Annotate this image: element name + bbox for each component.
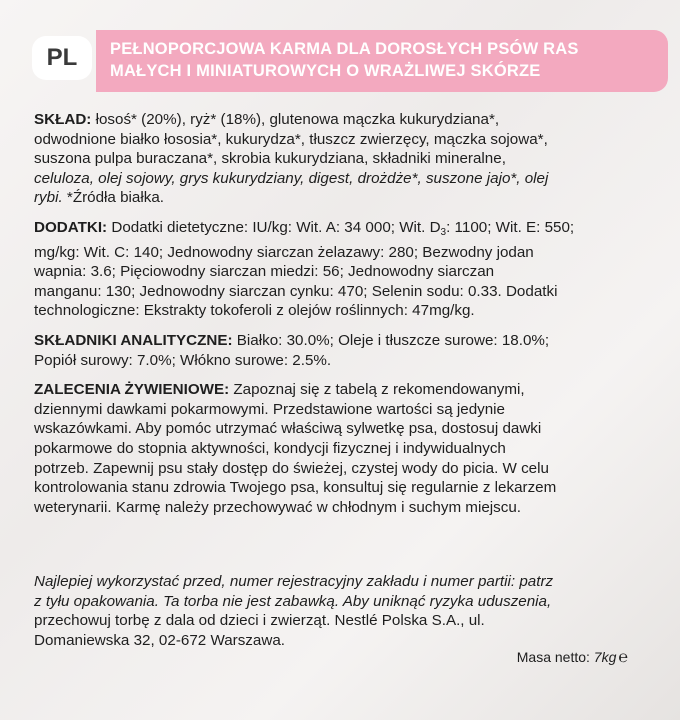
- footer-line: Najlepiej wykorzystać przed, numer rejestracyjny zakładu i numer partii: patrz: [34, 573, 554, 590]
- feeding-line: weterynarii. Karmę należy przechowywać w chłodnym i suchym miejscu.: [34, 498, 522, 516]
- ingredients-line: celuloza, olej sojowy, grys kukurydziany, digest, drożdże*, suszone jajo*, olej: [34, 169, 549, 187]
- analytical-line: Popiół surowy: 7.0%; Włókno surowe: 2.5%.: [34, 351, 332, 369]
- title-line-1: PEŁNOPORCJOWA KARMA DLA DOROSŁYCH PSÓW RAS: [110, 40, 579, 58]
- feeding-line: wskazówkami. Aby pomóc utrzymać właściwą sylwetkę psa, dostosuj dawki: [34, 420, 542, 438]
- additives-line: : 1100; Wit. E: 550;: [446, 218, 575, 236]
- ingredients-line: rybi.: [34, 189, 63, 207]
- additives-section: [34, 218, 654, 321]
- ingredients-line: suszona pulpa buraczana*, skrobia kukurydziana, składniki mineralne,: [34, 150, 506, 168]
- net-weight-value: 7kg: [589, 649, 617, 665]
- ingredients-heading: SKŁAD:: [34, 111, 92, 128]
- analytical-line: Białko: 30.0%; Oleje i tłuszcze surowe: 18.0%;: [232, 331, 550, 349]
- feeding-line: potrzeb. Zapewnij psu stały dostęp do świeżej, czystej wody do picia. W celu: [34, 459, 549, 477]
- additives-line: manganu: 130; Jednowodny siarczan cynku: 470; Selenin sodu: 0.33. Dodatki: [34, 282, 558, 300]
- ingredients-line: odwodnione białko łososia*, kukurydza*, tłuszcz zwierzęcy, mączka sojowa*,: [34, 130, 548, 148]
- feeding-section: [34, 380, 654, 517]
- additives-line: wapnia: 3.6; Pięciowodny siarczan miedzi: 56; Jednowodny siarczan: [34, 263, 495, 281]
- additives-line: mg/kg: Wit. C: 140; Jednowodny siarczan żelazawy: 280; Bezwodny jodan: [34, 243, 534, 261]
- footer-line: z tyłu opakowania. Ta torba nie jest zabawką. Aby uniknąć ryzyka uduszenia,: [34, 592, 552, 610]
- feeding-line: dziennymi dawkami pokarmowymi. Przedstawione wartości są jedynie: [34, 400, 505, 418]
- additives-heading: DODATKI:: [34, 218, 108, 236]
- language-badge: PL: [32, 36, 92, 80]
- net-weight-label: Masa netto:: [516, 649, 590, 665]
- additives-line: technologiczne: Ekstrakty tokoferoli z olejów roślinnych: 47mg/kg.: [34, 302, 475, 320]
- feeding-line: pokarmowe do stopnia aktywności, kondycji fizycznej i indywidualnych: [34, 439, 506, 457]
- feeding-line: kontrolowania stanu zdrowia Twojego psa, konsultuj się regularnie z lekarzem: [34, 479, 557, 497]
- ingredients-section: [34, 110, 654, 208]
- net-weight: [517, 649, 628, 667]
- feeding-line: Zapoznaj się z tabelą z rekomendowanymi,: [229, 381, 525, 399]
- protein-source-note: *Źródła białka.: [62, 189, 165, 207]
- label-text-body: [34, 110, 654, 527]
- footer-line: Domaniewska 32, 02-672 Warszawa.: [34, 631, 285, 649]
- ingredients-line: łosoś* (20%), ryż* (18%), glutenowa mączka kukurydziana*,: [91, 111, 500, 128]
- title-line-2: MAŁYCH I MINIATUROWYCH O WRAŻLIWEJ SKÓRZE: [110, 62, 541, 80]
- additives-line: Dodatki dietetyczne: IU/kg: Wit. A: 34 000; Wit. D: [107, 218, 441, 236]
- footer-line: przechowuj torbę z dala od dzieci i zwierząt. Nestlé Polska S.A., ul.: [34, 612, 485, 630]
- analytical-section: [34, 331, 654, 370]
- product-title-banner: [96, 30, 668, 92]
- estimated-sign-icon: ℮: [618, 649, 628, 666]
- analytical-heading: SKŁADNIKI ANALITYCZNE:: [34, 331, 233, 349]
- feeding-heading: ZALECENIA ŻYWIENIOWE:: [34, 381, 230, 399]
- vitamin-d-subscript: 3: [440, 226, 447, 238]
- footer-text: [34, 572, 654, 650]
